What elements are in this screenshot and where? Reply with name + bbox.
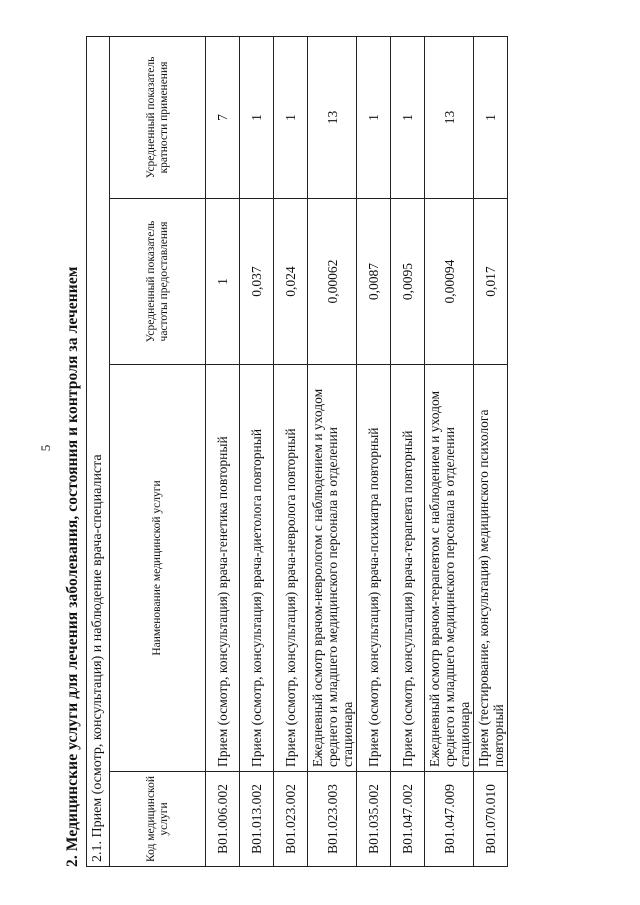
header-code: Код медицинской услуги — [110, 772, 206, 867]
service-name: Прием (осмотр, консультация) врача-невролога повторный — [274, 365, 308, 772]
service-name: Ежедневный осмотр врачом-терапевтом с наблюдением и уходом среднего и младшего медицинского персонала в отделении стационара — [425, 365, 474, 772]
service-code: B01.047.009 — [425, 772, 474, 867]
service-frequency: 0,00062 — [308, 199, 357, 365]
service-multiplicity: 13 — [425, 36, 474, 198]
service-multiplicity: 1 — [357, 36, 391, 198]
table-row — [240, 36, 274, 866]
service-multiplicity: 1 — [474, 36, 508, 198]
service-frequency: 0,017 — [474, 199, 508, 365]
services-table — [86, 36, 508, 867]
service-code: B01.070.010 — [474, 772, 508, 867]
section-heading: 2. Медицинские услуги для лечения заболевания, состояния и контроля за лечением — [64, 266, 81, 867]
service-code: B01.047.002 — [391, 772, 425, 867]
service-code: B01.035.002 — [357, 772, 391, 867]
document-content — [60, 37, 510, 867]
header-name: Наименование медицинской услуги — [110, 365, 206, 772]
header-row — [110, 36, 206, 866]
table-row — [357, 36, 391, 866]
service-name: Прием (осмотр, консультация) врача-генетика повторный — [206, 365, 240, 772]
header-frequency: Усредненный показатель частоты предоставления — [110, 199, 206, 365]
table-row — [274, 36, 308, 866]
service-name: Прием (тестирование, консультация) медицинского психолога повторный — [474, 365, 508, 772]
service-frequency: 0,0095 — [391, 199, 425, 365]
service-multiplicity: 1 — [240, 36, 274, 198]
services-table-container — [86, 37, 504, 867]
table-row — [474, 36, 508, 866]
table-row — [308, 36, 357, 866]
service-frequency: 0,00094 — [425, 199, 474, 365]
service-name: Прием (осмотр, консультация) врача-диетолога повторный — [240, 365, 274, 772]
service-code: B01.006.002 — [206, 772, 240, 867]
subsection-row — [87, 36, 110, 866]
service-frequency: 1 — [206, 199, 240, 365]
table-row — [206, 36, 240, 866]
service-code: B01.023.002 — [274, 772, 308, 867]
service-multiplicity: 1 — [274, 36, 308, 198]
subsection-title: 2.1. Прием (осмотр, консультация) и наблюдение врача-специалиста — [87, 36, 110, 866]
service-multiplicity: 7 — [206, 36, 240, 198]
service-multiplicity: 1 — [391, 36, 425, 198]
service-multiplicity: 13 — [308, 36, 357, 198]
service-frequency: 0,024 — [274, 199, 308, 365]
table-row — [391, 36, 425, 866]
service-name: Прием (осмотр, консультация) врача-психиатра повторный — [357, 365, 391, 772]
service-frequency: 0,037 — [240, 199, 274, 365]
table-row — [425, 36, 474, 866]
header-multiplicity: Усредненный показатель кратности применения — [110, 36, 206, 198]
service-name: Прием (осмотр, консультация) врача-терапевта повторный — [391, 365, 425, 772]
service-frequency: 0,0087 — [357, 199, 391, 365]
service-code: B01.023.003 — [308, 772, 357, 867]
service-name: Ежедневный осмотр врачом-неврологом с наблюдением и уходом среднего и младшего медицинского персонала в отделении стационара — [308, 365, 357, 772]
page-number: 5 — [38, 444, 53, 452]
service-code: B01.013.002 — [240, 772, 274, 867]
